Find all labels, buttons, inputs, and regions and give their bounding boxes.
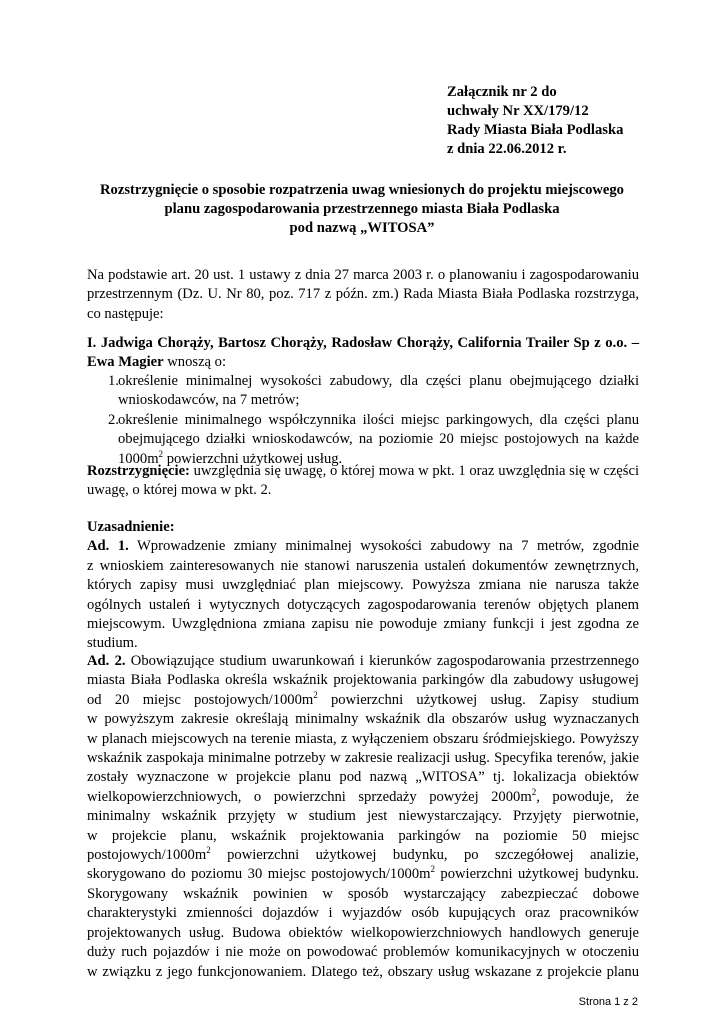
list-number: 1. bbox=[108, 373, 119, 389]
petitioners-names: I. Jadwiga Chorąży, Bartosz Chorąży, Radosław Chorąży, California Trailer Sp z o.o. – bbox=[87, 335, 639, 351]
header-line: Załącznik nr 2 do bbox=[447, 84, 557, 100]
justification-ad2: Ad. 2. Obowiązujące studium uwarunkowań i kierunków zagospodarowania przestrzennego miasta Biała Podlaska określa wskaźnik projektowania parkingów dla zabudowy usługowej od 20 miejsc postojowych/$1000m^2$ powierzchni użytkowej usług. Zapisy studium w powyższym zakresie określają minimalny wskaźnik dla obszarów usług wyznaczanych w planach miejscowych na terenie miasta, z wyłączeniem obszaru śródmiejskiego. Powyższy wskaźnik zaspokaja minimalne potrzeby w zakresie realizacji usług. Specyfika terenów, jakie zostały wyznaczone w projekcie planu pod nazwą „WITOSA” tj. lokalizacja obiektów wielkopowierzchniowych, o powierzchni sprzedaży powyżej $2000m^2$, powoduje, że minimalny wskaźnik przyjęty w studium jest niewystarczający. Przyjęty pierwotnie, w projekcie planu, wskaźnik projektowania parkingów na poziomie 50 miejsc postojowych/$1000m^2$ powierzchni użytkowej budynku, po szczegółowej analizie, skorygowano do poziomu 30 miejsc postojowych/$1000m^2$ powierzchni użytkowej budynku. Skorygowany wskaźnik powinien w sposób wystarczający zabezpieczać dobowe charakterystyki zmienności dojazdów i wyjazdów osób kupujących oraz pracowników projektowanych usług. Budowa obiektów wielkopowierzchniowych handlowych generuje duży ruch pojazdów i nie może on powodować problemów komunikacyjnych w otoczeniu w związku z jego funkcjonowaniem. Dlatego też, obszary usług wskazane z projekcie planu bbox=[87, 653, 640, 980]
header-line: uchwały Nr XX/179/12 bbox=[447, 103, 589, 119]
list-item-line: obejmującego działki wnioskodawców, na poziomie 20 miejsc postojowych na każde bbox=[118, 431, 639, 448]
attachment-header bbox=[447, 83, 623, 159]
section-1-heading bbox=[87, 334, 639, 373]
petition-list bbox=[87, 372, 639, 469]
list-item-line: określenie minimalnej wysokości zabudowy, dla części planu obejmującego działki bbox=[118, 373, 639, 389]
list-item-line: $1000m^2$ powierzchni użytkowej usług. bbox=[118, 448, 343, 467]
header-line: z dnia 22.06.2012 r. bbox=[447, 141, 567, 157]
justification-ad1: Uzasadnienie: Ad. 1. Wprowadzenie zmiany minimalnej wysokości zabudowy na 7 metrów, zgodnie z wnioskiem zainteresowanych nie stanowi naruszenia ustaleń dokumentów zewnętrznych, których zapisy musi uwzględniać plan miejscowy. Powyższa zmiana nie narusza także ogólnych ustaleń i wytycznych dotyczących zagospodarowania terenów objętych planem miejscowym. Uwzględniona zmiana zapisu nie powoduje zmiany funkcji i jest zgodna ze studium. bbox=[87, 519, 639, 652]
resolution-paragraph bbox=[87, 462, 639, 501]
resolution-text: uwagę, o której mowa w pkt. 2. bbox=[87, 482, 272, 499]
intro-line: przestrzennym (Dz. U. Nr 80, poz. 717 z późn. zm.) Rada Miasta Biała Podlaska rozstrzyga, bbox=[87, 286, 639, 303]
justification-heading: Uzasadnienie: bbox=[87, 519, 175, 535]
ad1-label: Ad. 1. bbox=[87, 538, 129, 555]
page-number: Strona 1 z 2 bbox=[578, 996, 638, 1008]
list-item bbox=[87, 372, 639, 411]
list-item-line: określenie minimalnego współczynnika ilości miejsc parkingowych, dla części planu bbox=[118, 411, 639, 428]
list-item bbox=[87, 411, 639, 469]
ad2-label: Ad. 2. bbox=[87, 653, 126, 669]
list-item-line: wnioskodawców, na 7 metrów; bbox=[118, 392, 300, 409]
title-line: planu zagospodarowania przestrzennego miasta Biała Podlaska bbox=[164, 201, 560, 217]
list-number: 2. bbox=[108, 411, 119, 428]
resolution-text: uwzględnia się uwagę, o której mowa w pkt. 1 oraz uwzględnia się w części bbox=[189, 463, 639, 479]
document-title bbox=[60, 181, 664, 238]
petition-intro: wnoszą o: bbox=[163, 354, 227, 371]
intro-paragraph bbox=[87, 266, 639, 324]
header-line: Rady Miasta Biała Podlaska bbox=[447, 122, 624, 138]
intro-line: Na podstawie art. 20 ust. 1 ustawy z dnia 27 marca 2003 r. o planowaniu i zagospodarowaniu bbox=[87, 267, 639, 283]
intro-line: co następuje: bbox=[87, 305, 164, 322]
petitioners-names-cont: Ewa Magier bbox=[87, 354, 164, 371]
resolution-label: Rozstrzygnięcie: bbox=[87, 463, 190, 479]
title-line: Rozstrzygnięcie o sposobie rozpatrzenia uwag wniesionych do projektu miejscowego bbox=[100, 182, 624, 198]
title-line: pod nazwą „WITOSA” bbox=[289, 220, 435, 236]
